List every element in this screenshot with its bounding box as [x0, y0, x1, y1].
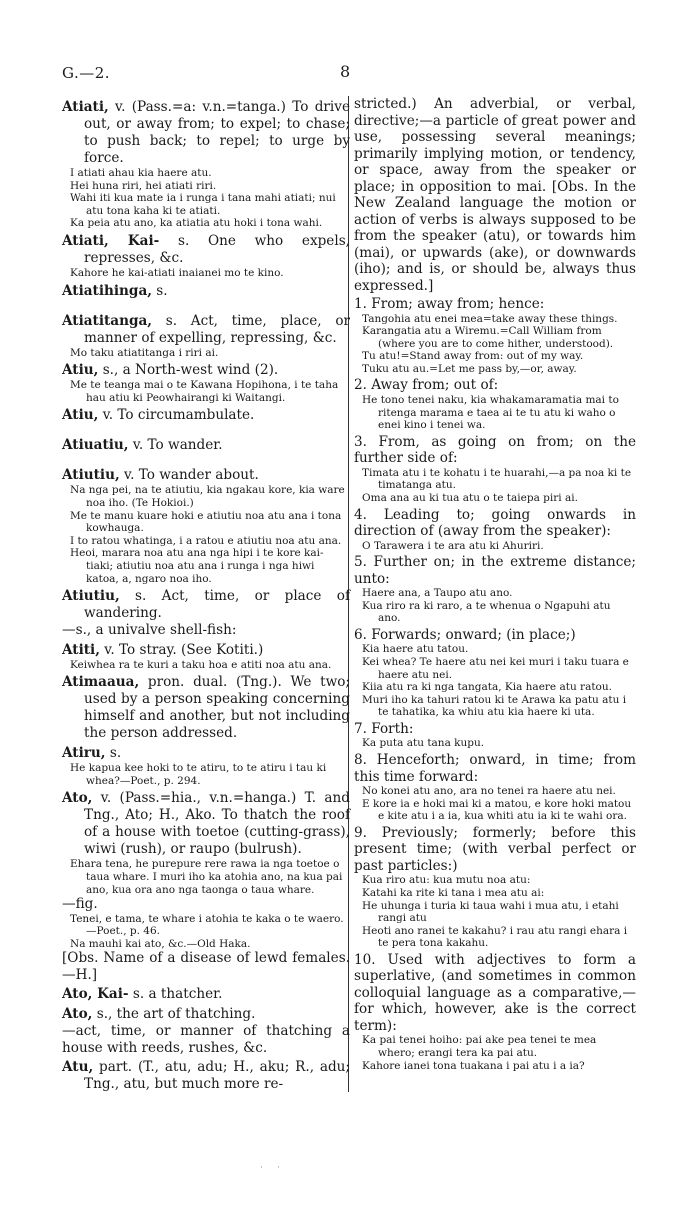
definition: s. Act, time, or place of wandering.: [84, 588, 350, 622]
sense-item: 10. Used with adjectives to form a superlative, (and sometimes in common colloquial language as a comparative,—for which, however, ake is the correct term):: [354, 951, 636, 1034]
sense-item: 5. Further on; in the extreme distance; unto:: [354, 554, 636, 587]
sense-item: 6. Forwards; onward; (in place;): [354, 626, 576, 643]
headword: Atimaaua,: [62, 674, 140, 691]
example-sentence: Kiia atu ra ki nga tangata, Kia haere atu ratou.: [362, 681, 612, 694]
entry: [62, 407, 350, 424]
spacer: [62, 424, 350, 434]
headword: Ato, Kai-: [62, 986, 129, 1003]
definition: pron. dual. (Tng.). We two; used by a person speaking concerning himself and another, but not including the person addressed.: [84, 674, 350, 742]
definition: part. (T., atu, adu; H., aku; R., adu; Tng., atu, but much more re-: [84, 1059, 350, 1093]
entry: [62, 1006, 350, 1023]
headword: Atu,: [62, 1059, 94, 1076]
headword: Atiati, Kai-: [62, 232, 160, 249]
example-sentence: O Tarawera i te ara atu ki Ahuriri.: [362, 539, 544, 552]
example-sentence: Kahore he kai-atiati inaianei mo te kino.: [70, 266, 284, 279]
entry-text: stricted.) An adverbial, or verbal, directive;—a particle of great power and use, possessing several meanings; primarily implying motion, or tendency, or space, away from the speaker or place; in opposition to mai. [Obs. In the New Zealand language the motion or action of verbs is always supposed to be from the speaker (atu), or towards him (mai), or upwards (ake), or downwards (iho); and is, or should be, always thus expressed.]: [354, 96, 636, 294]
sense-item: 3. From, as going on from; on the further side of:: [354, 433, 636, 467]
example-sentence: He kapua kee hoki to te atiru, to te atiru i tau ki whea?—Poet., p. 294.: [70, 762, 327, 787]
example-sentence: Tenei, e tama, te whare i atohia te kaka o te waero.—Poet., p. 46.: [70, 912, 344, 938]
definition: s., the art of thatching.: [92, 1006, 256, 1023]
example-sentence: Wahi iti kua mate ia i runga i tana mahi atiati; nui atu tona kaha ki te atiati.: [70, 192, 336, 217]
entry: [62, 467, 350, 484]
headword: Atiutiu,: [62, 588, 120, 605]
example-sentence: Hei huna riri, hei atiati riri.: [70, 179, 217, 192]
example-sentence: Timata atu i te kohatu i te huarahi,—a pa noa ki te timatanga atu.: [362, 466, 632, 492]
example-sentence: Heoi, marara noa atu ana nga hipi i te kore kai-tiaki; atiutiu noa atu ana i runga i nga hiwi katoa, a, ngaro noa iho.: [70, 547, 324, 585]
definition: s. One who expels, represses, &c.: [84, 232, 350, 266]
example-sentence: Ka pai tenei hoiho: pai ake pea tenei te mea whero; erangi tera ka pai atu.: [362, 1034, 597, 1059]
headword: Atiu,: [62, 407, 99, 424]
example-sentence: No konei atu ano, ara no tenei ra haere atu nei.: [362, 785, 616, 798]
sense-item: 8. Henceforth; onward, in time; from this time forward:: [354, 752, 636, 785]
sense-item: 1. From; away from; hence:: [354, 296, 545, 312]
sense-item: 4. Leading to; going onwards in direction of (away from the speaker):: [354, 506, 636, 540]
entry-text: —fig.: [62, 896, 98, 913]
example-sentence: I to ratou whatinga, i a ratou e atiutiu noa atu ana.: [70, 534, 342, 547]
sense-item: 7. Forth:: [354, 720, 414, 737]
example-sentence: He uhunga i turia ki taua wahi i mua atu, i etahi rangi atu: [362, 899, 619, 925]
example-sentence: He tono tenei naku, kia whakamaramatia mai to ritenga marama e taea ai te tu atu ki waho o enei kino i tenei wa.: [362, 393, 619, 432]
headword: Ato,: [62, 790, 93, 807]
entry: [62, 233, 350, 267]
example-sentence: Ka peia atu ano, ka atiatia atu hoki i tona wahi.: [70, 217, 323, 230]
entry: [62, 313, 350, 347]
example-sentence: Oma ana au ki tua atu o te taiepa piri ai.: [362, 491, 578, 504]
entry: [62, 1059, 350, 1093]
example-sentence: Kia haere atu tatou.: [362, 643, 469, 656]
page-section-code: G.—2.: [62, 64, 111, 82]
headword: Atiatitanga,: [62, 312, 153, 329]
definition: s.: [151, 282, 168, 299]
example-sentence: Haere ana, a Taupo atu ano.: [362, 587, 513, 600]
headword: Atiu,: [62, 362, 99, 379]
example-sentence: Tuku atu au.=Let me pass by,—or, away.: [362, 362, 577, 375]
example-sentence: Mo taku atiatitanga i riri ai.: [70, 346, 219, 359]
definition: v. (Pass.=a: v.n.=tanga.) To drive out, or away from; to expel; to chase; to push back; to repel; to urge by force.: [84, 99, 350, 166]
definition: v. To stray. (See Kotiti.): [99, 641, 264, 658]
page-specks: · ·: [260, 1163, 281, 1173]
sense-item: 9. Previously; formerly; before this present time; (with verbal perfect or past particles:): [354, 824, 636, 874]
example-sentence: Na nga pei, na te atiutiu, kia ngakau kore, kia ware noa iho. (Te Hokioi.): [70, 484, 345, 509]
definition: s. a thatcher.: [128, 986, 223, 1003]
headword: Ato,: [62, 1006, 93, 1023]
headword: Atiti,: [62, 641, 100, 658]
definition: v. To circumambulate.: [98, 407, 255, 424]
headword: Atiuatiu,: [62, 437, 129, 454]
sense-item: 2. Away from; out of:: [354, 377, 499, 394]
headword: Atiru,: [62, 745, 106, 762]
definition: s. Act, time, place, or manner of expelling, repressing, &c.: [84, 312, 350, 346]
definition: s., a North-west wind (2).: [98, 362, 279, 379]
headword: Atiatihinga,: [62, 282, 152, 299]
example-sentence: Karangatia atu a Wiremu.=Call William from (where you are to come hither, understood).: [362, 325, 614, 350]
example-sentence: I atiati ahau kia haere atu.: [70, 167, 212, 179]
example-sentence: Keiwhea ra te kuri a taku hoa e atiti noa atu ana.: [70, 658, 332, 671]
headword: Atiati,: [62, 99, 109, 115]
spacer: [62, 454, 350, 464]
entry-text: —act, time, or manner of thatching a house with reeds, rushes, &c.: [62, 1023, 350, 1056]
example-sentence: Ehara tena, he purepure rere rawa ia nga toetoe o taua whare. I muri iho ka atohia ano, na kua pai ano, kua ora ano nga taonga o taua whare.: [70, 858, 343, 896]
example-sentence: Na mauhi kai ato, &c.—Old Haka.: [70, 937, 251, 950]
definition: v. To wander.: [128, 437, 223, 454]
example-sentence: Ka puta atu tana kupu.: [362, 737, 485, 750]
example-sentence: Tu atu!=Stand away from: out of my way.: [362, 350, 584, 363]
entry: [62, 362, 350, 379]
entry-text: —s., a univalve shell-fish:: [62, 622, 237, 639]
entry: [62, 986, 350, 1003]
example-sentence: Kua riro ra ki raro, a te whenua o Ngapuhi atu ano.: [362, 599, 611, 625]
example-sentence: Me te manu kuare hoki e atiutiu noa atu ana i tona kowhauga.: [70, 509, 342, 535]
entry: [62, 588, 350, 622]
entry: [62, 790, 350, 858]
right-column: [354, 96, 636, 1072]
entry: [62, 437, 350, 454]
example-sentence: Heoti ano ranei te kakahu? i rau atu rangi ehara i te pera tona kakahu.: [362, 924, 628, 950]
example-sentence: Kahore ianei tona tuakana i pai atu i a ia?: [362, 1059, 585, 1072]
entry: [62, 745, 350, 762]
example-sentence: Me te teanga mai o te Kawana Hopihona, i te taha hau atiu ki Peowhairangi ki Waitangi.: [70, 379, 339, 404]
example-sentence: E kore ia e hoki mai ki a matou, e kore hoki matou e kite atu i a ia, kua whiti atu ia ki te wahi ora.: [362, 797, 632, 823]
page-number: 8: [340, 62, 351, 81]
example-sentence: Katahi ka rite ki tana i mea atu ai:: [362, 886, 545, 899]
headword: Atiutiu,: [62, 467, 120, 484]
example-sentence: Kua riro atu: kua mutu noa atu:: [362, 874, 531, 887]
example-sentence: Tangohia atu enei mea=take away these things.: [362, 312, 618, 325]
entry-text: [Obs. Name of a disease of lewd females.—H.]: [62, 950, 350, 983]
definition: v. To wander about.: [119, 467, 259, 484]
definition: v. (Pass.=hia., v.n.=hanga.) T. and Tng., Ato; H., Ako. To thatch the roof of a house with toetoe (cutting-grass), wiwi (rush), or raupo (bulrush).: [84, 790, 350, 858]
spacer: [62, 300, 350, 310]
entry: [62, 283, 350, 300]
entry: [62, 99, 350, 167]
entry: [62, 674, 350, 742]
left-column: [62, 96, 350, 1093]
example-sentence: Muri iho ka tahuri ratou ki te Arawa ka patu atu i te tahatika, ka whiu atu kia haere ki uta.: [362, 693, 627, 719]
example-sentence: Kei whea? Te haere atu nei kei muri i taku tuara e haere atu nei.: [362, 656, 629, 681]
definition: s.: [105, 745, 122, 762]
entry: [62, 642, 350, 659]
